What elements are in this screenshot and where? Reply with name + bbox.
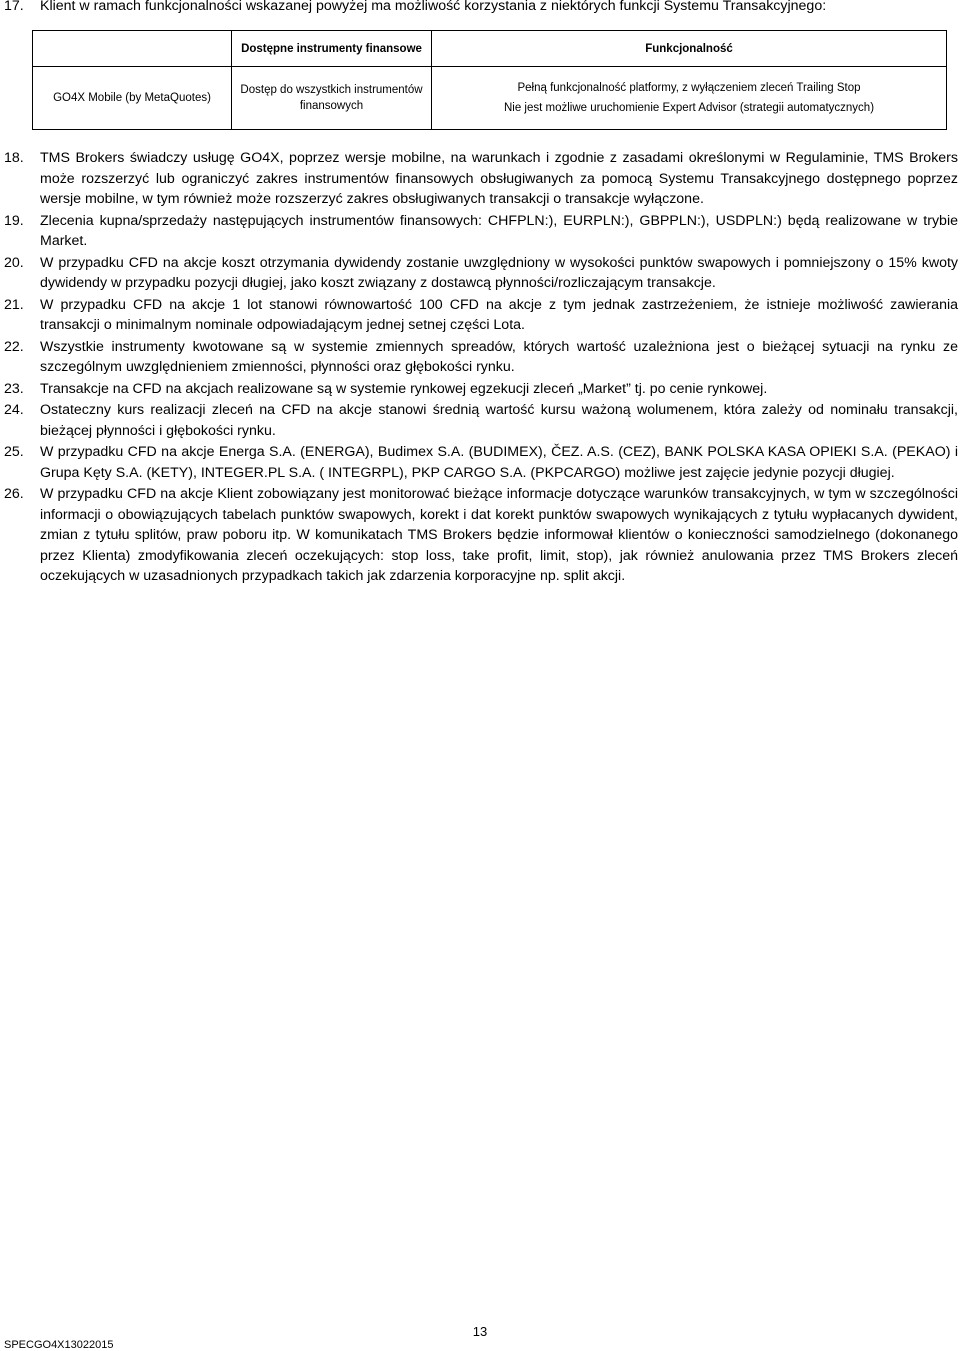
table-cell-instruments: Dostęp do wszystkich instrumentów finansowych [232,67,432,130]
item-number: 24. [4,402,24,418]
item-20 [4,253,958,294]
document-code: SPECGO4X13022015 [4,1339,114,1351]
table-row [33,67,947,130]
item-number: 26. [4,486,24,502]
item-23 [4,379,958,400]
table-header-instruments: Dostępne instrumenty finansowe [232,31,432,67]
item-18 [4,148,958,210]
page-number: 13 [472,1324,488,1339]
item-text: TMS Brokers świadczy usługę GO4X, poprzez wersje mobilne, na warunkach i zgodnie z zasadami określonymi w Regulaminie, TMS Brokers może rozszerzyć lub ograniczyć zakres instrumentów finansowych obsługiwanych za pomocą Systemu Transakcyjnego dostępnego poprzez wersje mobilne, w tym również może rozszerzyć zakres obsługiwanych transakcji o transakcje wyłączone. [40,150,958,207]
item-number: 21. [4,296,24,313]
table-cell-functionality [432,67,947,130]
item-number: 20. [4,254,24,271]
item-text: Klient w ramach funkcjonalności wskazanej powyżej ma możliwość korzystania z niektórych funkcji Systemu Transakcyjnego: [40,0,827,14]
table-cell-platform: GO4X Mobile (by MetaQuotes) [33,67,232,130]
functionality-line-2: Nie jest możliwe uruchomienie Expert Advisor (strategii automatycznych) [503,102,875,114]
numbered-items-list [4,148,958,588]
item-number: 18. [4,150,24,166]
item-number: 22. [4,338,24,355]
item-text: W przypadku CFD na akcje 1 lot stanowi równowartość 100 CFD na akcje z tym jednak zastrzeżeniem, że istnieje możliwość zawierania transakcji o minimalnym nominale odpowiadającym jednej setnej części Lota. [40,296,958,333]
item-number: 25. [4,444,24,460]
item-text: W przypadku CFD na akcje Energa S.A. (ENERGA), Budimex S.A. (BUDIMEX), ČEZ. A.S. (CEZ), BANK POLSKA KASA OPIEKI S.A. (PEKAO) i Grupa Kęty S.A. (KETY), INTEGER.PL S.A. ( INTEGRPL), PKP CARGO S.A. (PKPCARGO) możliwe jest zajęcie jedynie pozycji długiej. [40,444,958,481]
item-text: Transakcje na CFD na akcjach realizowane są w systemie rynkowej egzekucji zleceń „Market” tj. po cenie rynkowej. [40,380,768,397]
item-25 [4,442,958,483]
item-26 [4,484,958,587]
item-number: 23. [4,380,24,397]
functionality-line-1: Pełną funkcjonalność platformy, z wyłączeniem zleceń Trailing Stop [517,82,861,94]
item-text: W przypadku CFD na akcje Klient zobowiązany jest monitorować bieżące informacje dotyczące warunków transakcyjnych, w tym w szczególności informacji o obowiązujących tabelach punktów swapowych, korekt i dat korekt punktów swapowych wynikających z tytułu wypłacanych dywident, zmian z tytułu splitów, praw poboru itp. W komunikatach TMS Brokers będzie informował klientów o konieczności samodzielnego (dokonanego przez Klienta) zmodyfikowania zleceń oczekujących: stop loss, take profit, limit, stop), jak również anulowania przez TMS Brokers zleceń oczekujących w uzasadnionych przypadkach takich jak zdarzenia korporacyjne np. split akcji. [40,486,958,584]
item-22 [4,337,958,378]
table-header-empty-cell [33,31,232,67]
item-17 [4,0,958,17]
item-text: Zlecenia kupna/sprzedaży następujących instrumentów finansowych: CHFPLN:), EURPLN:), GBPPLN:), USDPLN:) będą realizowane w trybie Market. [40,212,958,249]
functionality-table [32,30,947,130]
item-21 [4,295,958,336]
item-19 [4,211,958,252]
item-number: 17. [4,0,24,14]
item-text: Ostateczny kurs realizacji zleceń na CFD na akcje stanowi średnią wartość kursu ważoną wolumenem, która zależy od nominału transakcji, bieżącej płynności i głębokości rynku. [40,402,958,439]
table-header-functionality: Funkcjonalność [432,31,947,67]
item-text: W przypadku CFD na akcje koszt otrzymania dywidendy zostanie uwzględniony w wysokości punktów swapowych i pomniejszony o 15% kwoty dywidendy w przypadku pozycji długiej, jako koszt związany z dostawcą płynności/rozliczającym transakcje. [40,254,958,291]
item-text: Wszystkie instrumenty kwotowane są w systemie zmiennych spreadów, których wartość uzależniona jest o bieżącej sytuacji na rynku ze szczególnym uwzględnieniem zmienności, płynności oraz głębokości rynku. [40,338,958,375]
item-number: 19. [4,212,24,229]
item-24 [4,400,958,441]
table-header-row [33,31,947,67]
